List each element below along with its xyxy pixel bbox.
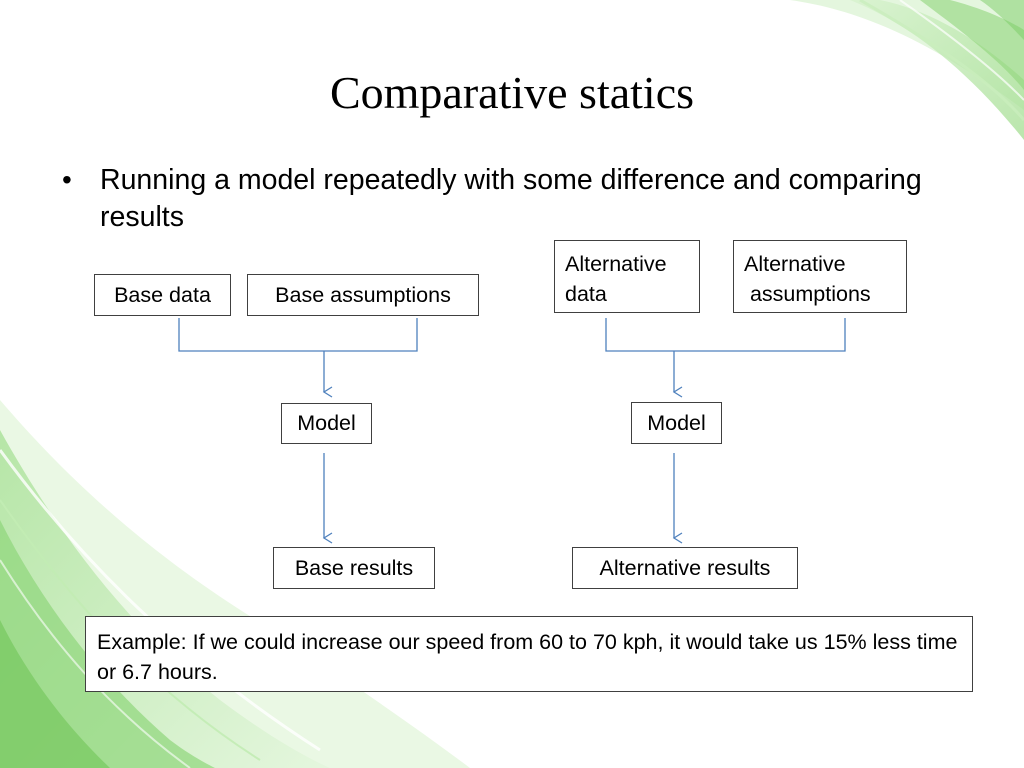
base-inputs-bracket [179,318,417,351]
base-data-box: Base data [94,274,231,316]
alternative-results-box: Alternative results [572,547,798,589]
alternative-inputs-bracket [606,318,845,351]
alternative-model-box: Model [631,402,722,444]
example-box: Example: If we could increase our speed from 60 to 70 kph, it would take us 15% less time or 6.7 hours. [85,616,973,692]
base-results-box: Base results [273,547,435,589]
bullet-dot-icon: • [62,164,72,195]
bullet-text: Running a model repeatedly with some difference and comparing results [100,164,922,233]
base-model-box: Model [281,403,372,444]
slide-title: Comparative statics [329,67,695,118]
base-assumptions-box: Base assumptions [247,274,479,316]
alternative-assumptions-box: Alternative assumptions [733,240,907,313]
alternative-data-box: Alternative data [554,240,700,313]
